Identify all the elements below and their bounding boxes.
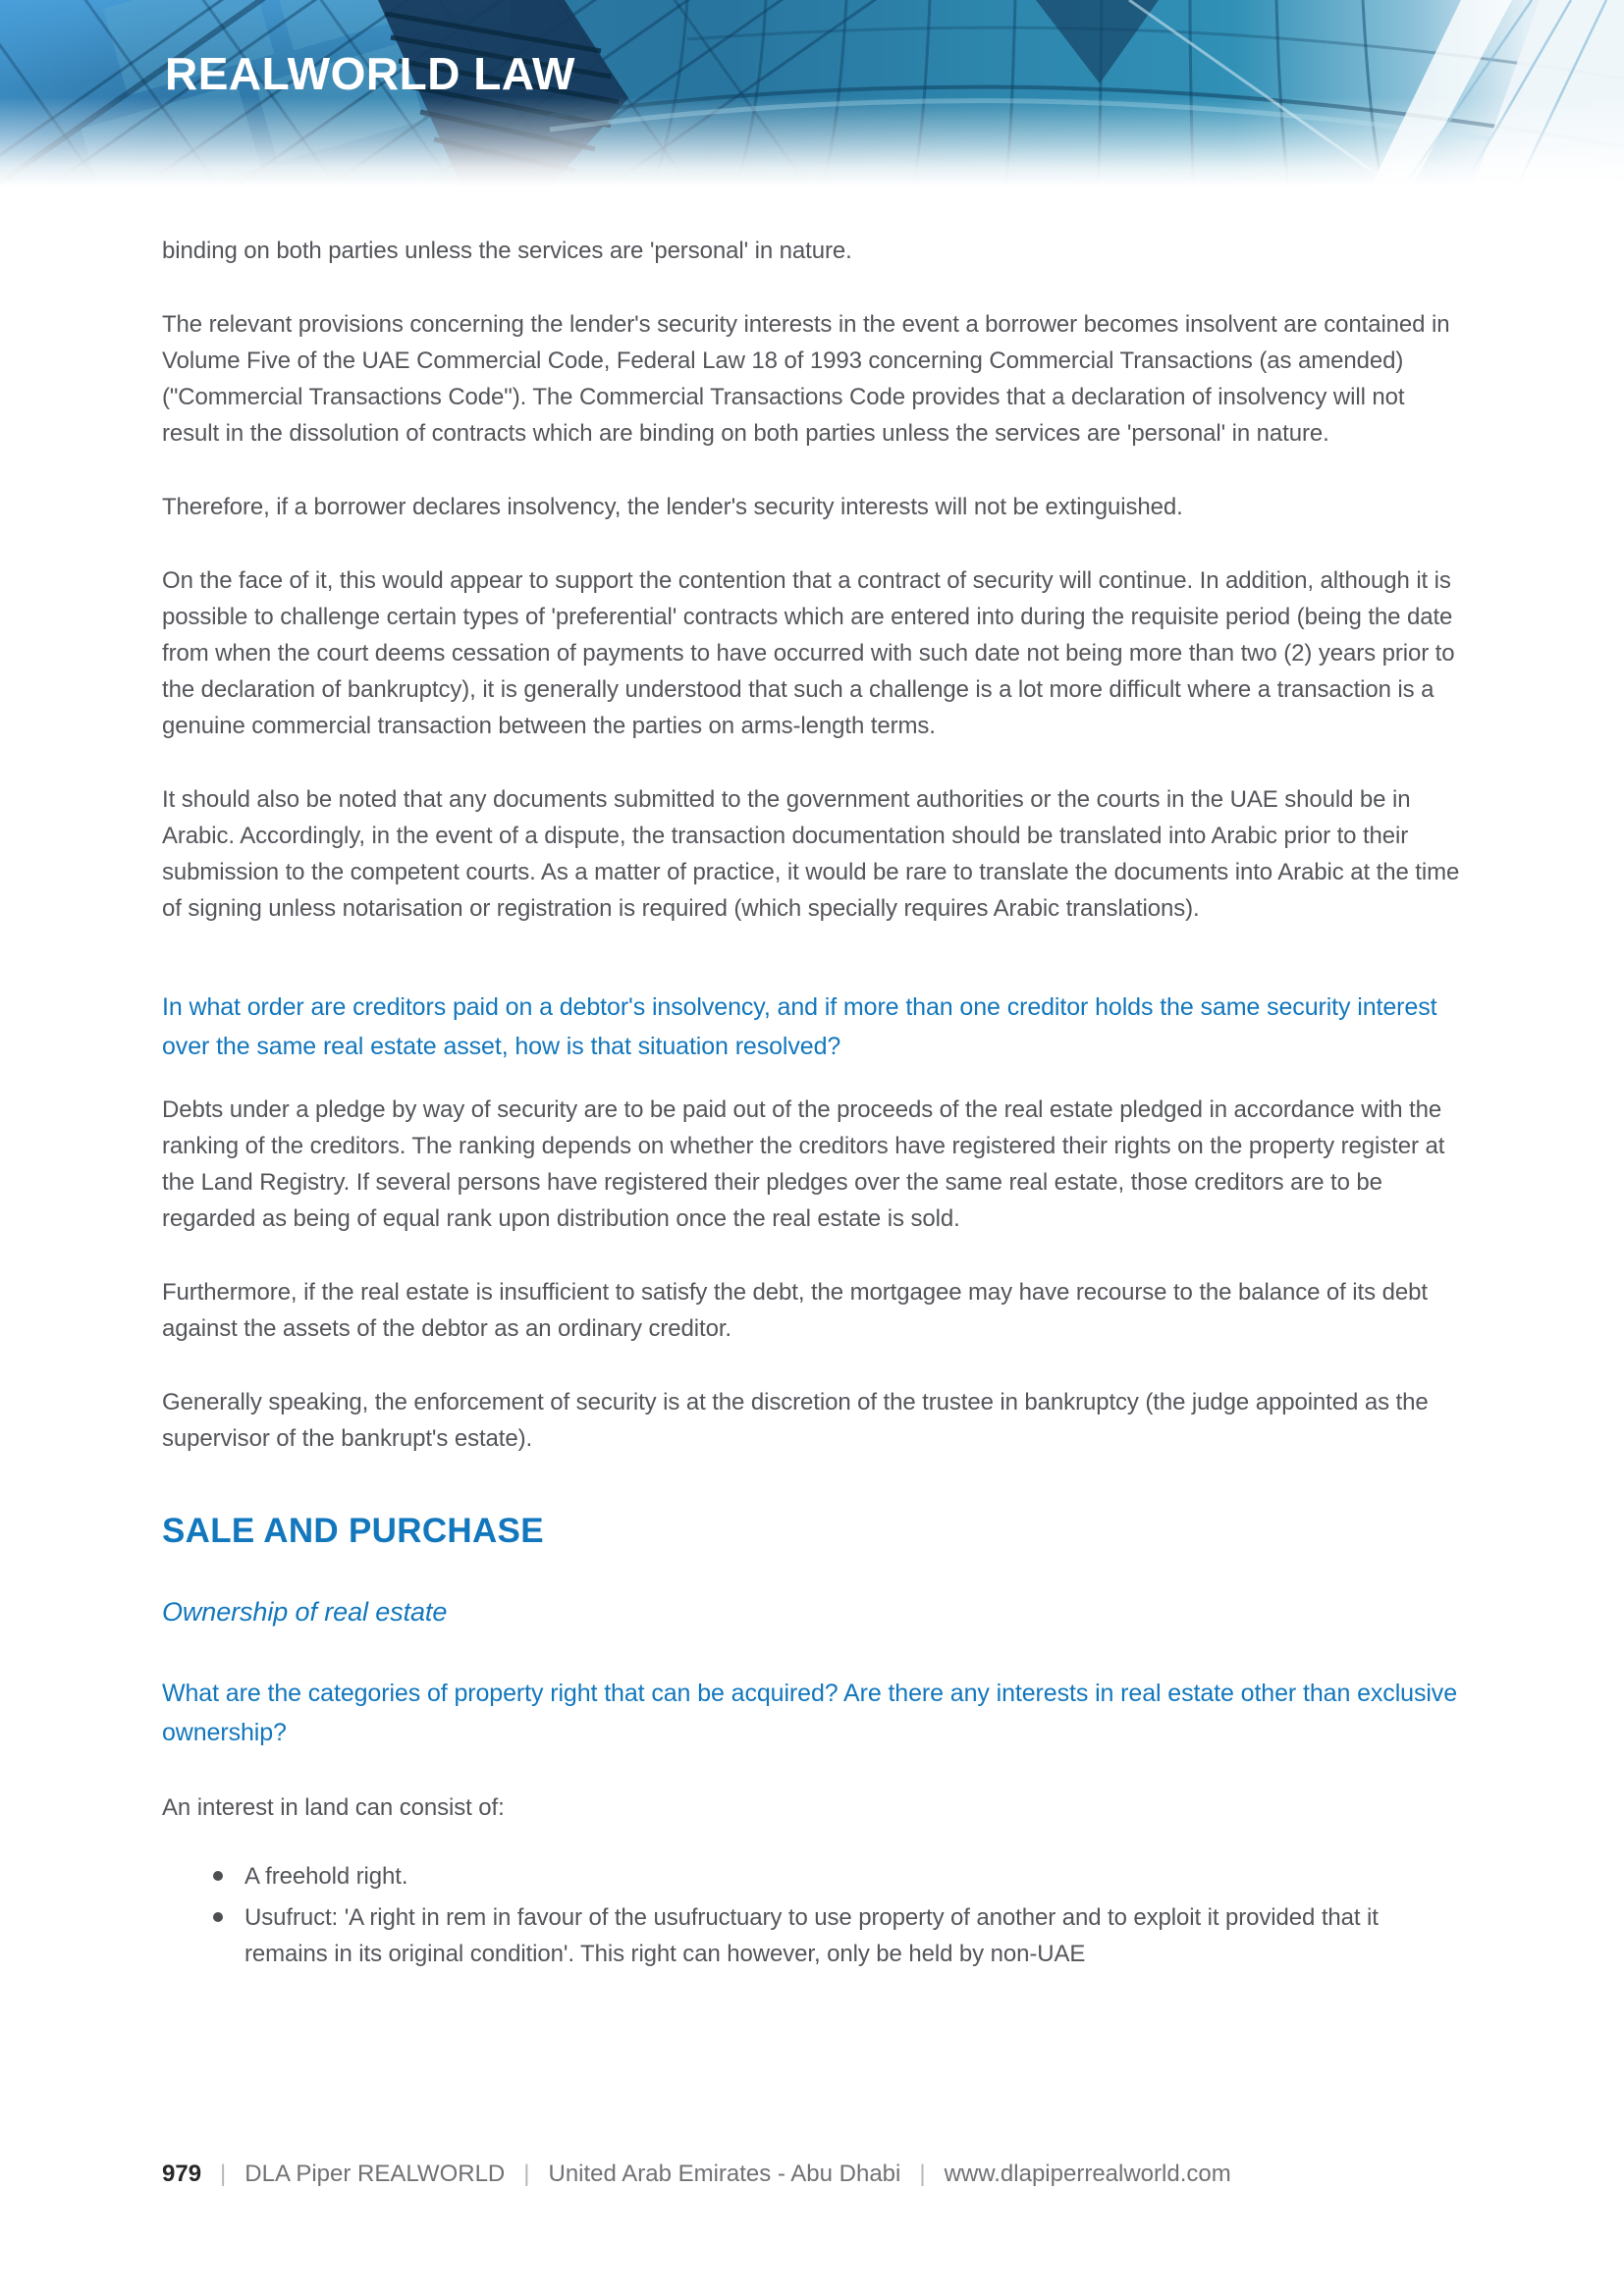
subsection-heading: Ownership of real estate bbox=[162, 1597, 448, 1627]
paragraph: binding on both parties unless the services are 'personal' in nature. bbox=[162, 238, 852, 264]
footer-brand: DLA Piper REALWORLD bbox=[244, 2161, 506, 2187]
bullet-list bbox=[162, 1858, 1468, 1972]
list-item: A freehold right. bbox=[213, 1858, 1468, 1895]
header-banner bbox=[0, 0, 1624, 187]
list-item: Usufruct: 'A right in rem in favour of the usufructuary to use property of another and to exploit it provided that it remains in its original condition'. This right can however, only be held by non-UAE bbox=[213, 1899, 1468, 1972]
section-heading: SALE AND PURCHASE bbox=[162, 1512, 544, 1550]
question-heading: In what order are creditors paid on a debtor's insolvency, and if more than one creditor holds the same security interest over the same real estate asset, how is that situation resolved? bbox=[162, 993, 1437, 1060]
document-body bbox=[0, 187, 1624, 1972]
footer-separator: | bbox=[220, 2161, 227, 2187]
page-footer bbox=[162, 2160, 1231, 2189]
paragraph: Furthermore, if the real estate is insufficient to satisfy the debt, the mortgagee may have recourse to the balance of its debt against the assets of the debtor as an ordinary creditor. bbox=[162, 1279, 1428, 1342]
footer-separator: | bbox=[523, 2161, 530, 2187]
paragraph: Debts under a pledge by way of security are to be paid out of the proceeds of the real estate pledged in accordance with the ranking of the creditors. The ranking depends on whether the creditors have registered their rights on the property register at the Land Registry. If several persons have registered their pledges over the same real estate, those creditors are to be regarded as being of equal rank upon distribution once the real estate is sold. bbox=[162, 1096, 1445, 1232]
question-heading: What are the categories of property right that can be acquired? Are there any interests in real estate other than exclusive ownership? bbox=[162, 1680, 1458, 1746]
paragraph: On the face of it, this would appear to support the contention that a contract of security will continue. In addition, although it is possible to challenge certain types of 'preferential' contracts which are entered into during the requisite period (being the date from when the court deems cessation of payments to have occurred with such date not being more than two (2) years prior to the declaration of bankruptcy), it is generally understood that such a challenge is a lot more difficult where a transaction is a genuine commercial transaction between the parties on arms-length terms. bbox=[162, 567, 1455, 739]
brand-title: REALWORLD LAW bbox=[165, 48, 575, 99]
footer-location: United Arab Emirates - Abu Dhabi bbox=[548, 2161, 901, 2187]
footer-separator: | bbox=[919, 2161, 926, 2187]
paragraph: It should also be noted that any documents submitted to the government authorities or the courts in the UAE should be in Arabic. Accordingly, in the event of a dispute, the transaction documentation should be translated into Arabic prior to their submission to the competent courts. As a matter of practice, it would be rare to translate the documents into Arabic at the time of signing unless notarisation or registration is required (which specially requires Arabic translations). bbox=[162, 786, 1460, 922]
footer-website: www.dlapiperrealworld.com bbox=[944, 2161, 1231, 2187]
page-number: 979 bbox=[162, 2161, 202, 2187]
paragraph: The relevant provisions concerning the lender's security interests in the event a borrower becomes insolvent are contained in Volume Five of the UAE Commercial Code, Federal Law 18 of 1993 concerning Commercial Transactions (as amended) ("Commercial Transactions Code"). The Commercial Transactions Code provides that a declaration of insolvency will not result in the dissolution of contracts which are binding on both parties unless the services are 'personal' in nature. bbox=[162, 311, 1450, 447]
list-intro: An interest in land can consist of: bbox=[162, 1794, 505, 1821]
paragraph: Generally speaking, the enforcement of security is at the discretion of the trustee in bankruptcy (the judge appointed as the supervisor of the bankrupt's estate). bbox=[162, 1389, 1429, 1452]
paragraph: Therefore, if a borrower declares insolvency, the lender's security interests will not be extinguished. bbox=[162, 494, 1183, 520]
